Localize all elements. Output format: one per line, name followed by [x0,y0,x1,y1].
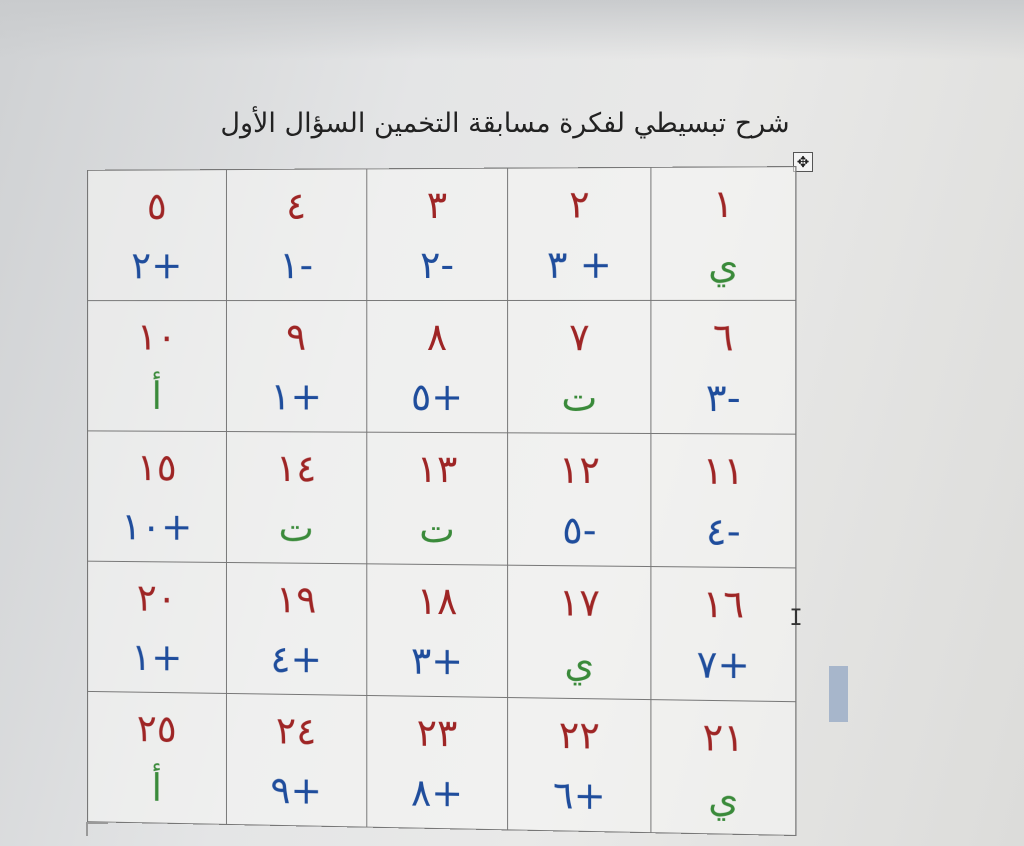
table-cell[interactable] [508,698,651,833]
cell-operation: +١ [270,374,322,419]
cell-operation: -١ [279,242,314,287]
ibeam-cursor-icon: I [789,606,803,631]
cell-number: ٢٢ [558,712,600,758]
table-cell[interactable] [651,167,796,301]
table-row [88,561,796,702]
cell-number: ١٤ [275,445,317,490]
screen-glare [0,0,1024,60]
cell-letter: ي [708,241,739,287]
table-cell[interactable] [88,301,227,432]
cell-number: ٨ [426,314,448,359]
table-cell[interactable] [651,567,796,702]
guessing-table [87,166,796,831]
table-cell[interactable] [366,695,508,829]
cell-letter: أ [151,373,162,418]
table-cell[interactable] [651,300,796,434]
cell-number: ١٣ [416,446,458,491]
table-cell[interactable] [88,431,227,563]
table-cell[interactable] [226,301,366,433]
table-cell[interactable] [226,562,366,695]
cell-number: ٧ [569,314,590,359]
cell-operation: +٧ [696,641,750,687]
table-cell[interactable] [88,691,227,824]
cell-operation: +٢ [131,243,183,287]
cell-number: ٥ [146,183,167,228]
move-icon[interactable]: ✥ [793,152,813,172]
cell-operation: + ٣ [546,242,612,287]
page-corner-mark [86,822,108,836]
cell-number: ٢٤ [275,708,317,753]
cell-letter: ي [564,640,595,685]
cell-operation: +٩ [270,767,322,813]
cell-number: ٢٣ [416,710,458,755]
cell-operation: -٥ [562,507,597,552]
cell-letter: ت [561,374,598,420]
table-cell[interactable] [88,561,227,693]
cell-number: ١٨ [416,578,458,623]
cell-operation: +١٠ [121,504,193,549]
cell-number: ٢ [569,181,590,227]
table-cell[interactable] [226,693,366,827]
table-row [88,431,796,568]
table-grid [87,166,796,836]
cell-number: ١٢ [558,447,600,492]
cell-number: ١٠ [136,314,177,359]
cell-number: ١٥ [136,444,177,489]
cell-operation: -٢ [419,242,455,287]
cell-operation: +٤ [270,636,322,681]
table-cell[interactable] [366,432,508,565]
cell-number: ٣ [426,182,448,227]
cell-operation: -٣ [705,375,741,420]
table-cell[interactable] [651,700,796,836]
scrollbar-thumb[interactable] [829,666,848,722]
cell-number: ١٧ [558,579,600,625]
cell-operation: +٥ [410,374,464,419]
cell-operation: +٨ [410,770,464,815]
cell-letter: أ [151,765,162,810]
cell-operation: +٣ [410,638,464,683]
table-cell[interactable] [226,169,366,301]
table-cell[interactable] [651,433,796,567]
cell-operation: -٤ [705,508,741,554]
table-cell[interactable] [366,564,508,698]
cell-operation: +٦ [553,772,606,818]
table-cell[interactable] [508,433,651,567]
table-cell[interactable] [366,168,508,300]
table-cell[interactable] [88,170,227,301]
cell-operation: +١ [131,634,183,679]
document-title: شرح تبسيطي لفكرة مسابقة التخمين السؤال الأول [220,108,790,139]
table-row [88,300,796,434]
table-cell[interactable] [508,167,651,300]
table-row [88,167,796,301]
cell-number: ٤ [286,183,307,227]
table-cell[interactable] [508,565,651,699]
cell-number: ٢٥ [136,705,177,751]
cell-number: ١ [712,181,734,226]
table-cell[interactable] [508,300,651,433]
cell-number: ٢٠ [136,575,177,620]
table-row [88,691,796,835]
cell-number: ٦ [712,314,734,360]
cell-letter: ي [708,775,739,821]
table-cell[interactable] [226,432,366,564]
cell-number: ١١ [702,447,745,493]
cell-number: ١٦ [702,581,745,627]
cell-number: ٢١ [702,714,745,760]
cell-number: ٩ [286,314,307,359]
table-cell[interactable] [366,300,508,432]
cell-number: ١٩ [275,576,317,622]
cell-letter: ت [419,506,455,551]
cell-letter: ت [278,505,314,550]
